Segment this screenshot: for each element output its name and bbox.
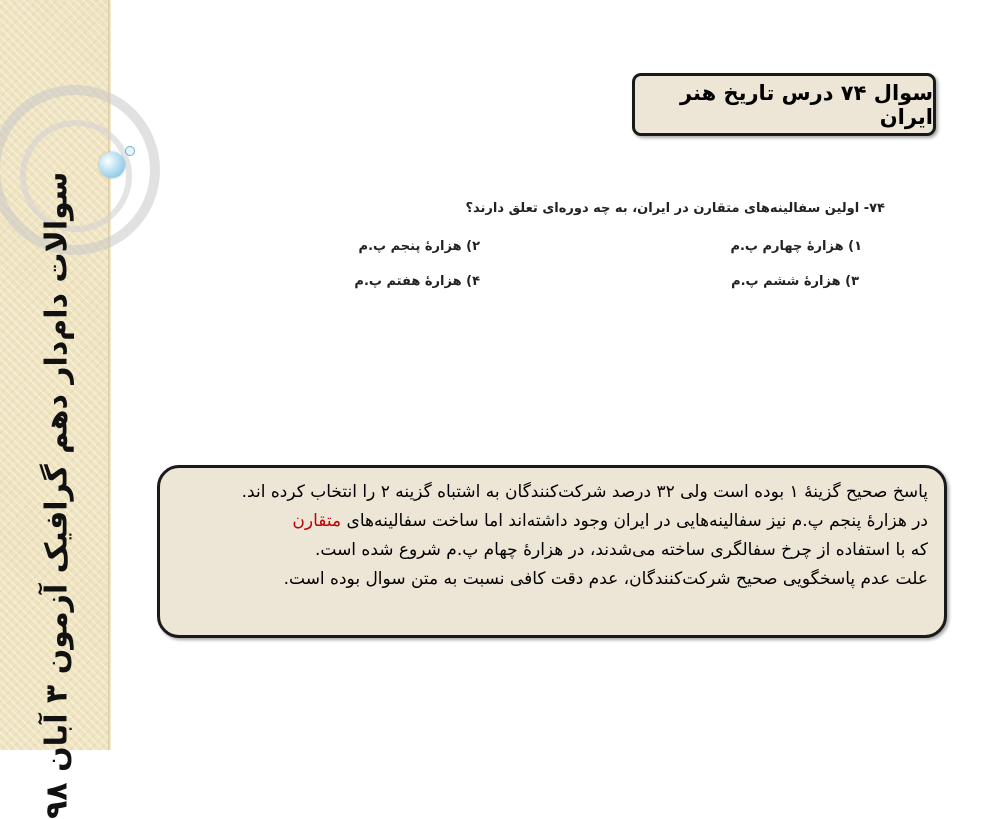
sidebar-vertical-title: سوالات دام‌دار دهم گرافیک آزمون ۳ آبان ۹۸ [39,171,75,819]
bubble-icon [99,152,125,178]
option-3: ۳) هزارهٔ ششم پ.م [731,274,859,289]
question-text: ۷۴- اولین سفالینه‌های متقارن در ایران، به چه دوره‌ای تعلق دارند؟ [465,201,885,216]
answer-line-1: پاسخ صحیح گزینهٔ ۱ بوده است ولی ۳۲ درصد شرکت‌کنندگان به اشتباه گزینه ۲ را انتخاب کرده اند. [241,482,928,502]
small-bubble-icon [125,146,135,156]
option-2: ۲) هزارهٔ پنجم پ.م [358,239,480,254]
highlight-word: متقارن [292,511,342,531]
answer-explanation-box [157,465,947,638]
answer-line-3: که با استفاده از چرخ سفالگری ساخته می‌شدند، در هزارهٔ چهام پ.م شروع شده است. [314,540,928,560]
option-4: ۴) هزارهٔ هفتم پ.م [354,274,480,289]
slide-title-box [632,73,936,136]
option-1: ۱) هزارهٔ چهارم پ.م [730,239,862,254]
answer-line-2-text: در هزارهٔ پنجم پ.م نیز سفالینه‌هایی در ایران وجود داشته‌اند اما ساخت سفالینه‌های [341,511,928,531]
answer-line-2 [180,507,928,536]
answer-line-4: علت عدم پاسخگویی صحیح شرکت‌کنندگان، عدم دقت کافی نسبت به متن سوال بوده است. [283,569,928,589]
slide-title: سوال ۷۴ درس تاریخ هنر ایران [679,80,933,129]
